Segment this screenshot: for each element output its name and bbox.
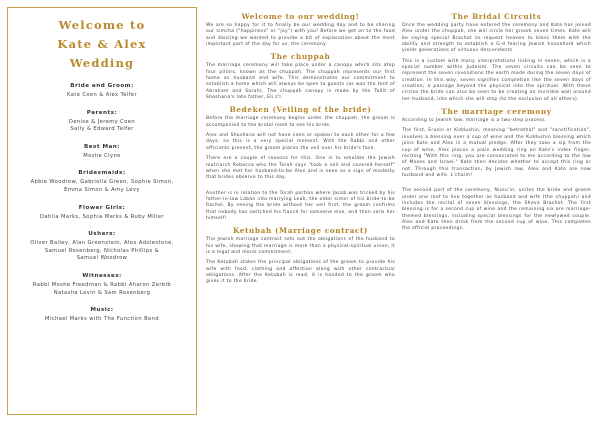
flower-girls-block: [14, 205, 190, 222]
cover-title-line: Welcome to: [58, 18, 146, 32]
ketubah-paragraph: The Ketubah states the principal obligations of the groom to provide his wife with food, clothing and affection along with other contractual obligations. After the Ketubah is read, it is handed to the groom who gives it to the bride.: [206, 260, 395, 285]
bedeken-heading: Bedeken (Veiling of the bride): [229, 105, 372, 115]
bedeken-paragraph: Before the marriage ceremony begins under the chuppah, the groom is accompanied to the bridal room to see his bride.: [206, 116, 395, 128]
ushers-block: [14, 231, 190, 263]
right-column: [402, 12, 591, 237]
best-man-block: [14, 144, 190, 161]
cover-line: Samuel Woodrow: [76, 255, 128, 262]
cover-line: Abbie Woodrow, Gabriella Green, Sophie Simon,: [30, 179, 174, 186]
cover-line: Dahlia Marks, Sophia Marks & Ruby Miller: [40, 213, 164, 220]
witnesses-block: [14, 273, 190, 297]
ceremony-paragraph: According to Jewish law, marriage is a two-step process.: [402, 118, 547, 124]
ceremony-paragraph: The first, Erusin or Kiddushin, meaning "betrothal" and "sanctification", involves a blessing over a cup of wine and the Kiddushin blessing which joins Kate and Alex in a mutual pledge. After they take a sip from the cup of wine, Alex places a plain wedding ring on Kate's index finger, reciting "With this ring, you are consecrated to me according to the law of Moses and Israel." Kate then decides whether to accept this ring or not. Through this transaction, by Jewish law, Alex and Kate are now husband and wife. L'chaim!: [402, 128, 591, 178]
cover-line: Natasha Levin & Sam Rosenberg: [53, 289, 151, 296]
cover-label: Parents:: [86, 109, 118, 116]
cover-label: Bridesmaids:: [78, 170, 126, 177]
music-block: [14, 307, 190, 324]
cover-label: Bride and Groom:: [70, 83, 134, 89]
cover-label: Flower Girls:: [78, 204, 126, 211]
circuits-heading: The Bridal Circuits: [451, 12, 542, 21]
chuppah-paragraph: The marriage ceremony will take place under a canopy which sits atop four pillars, known as the chuppah. The chuppah represents our first home as husband and wife. This demonstrates our commitment to establish a home which will always be open to guests (as was the tent of Abraham and Sarah). The chuppah canopy is made by the Tallit of Shoshana's late father, Eli z'l.: [206, 63, 395, 101]
welcome-paragraph: We are so happy for it to finally be our wedding day and to be sharing our simcha ("happiness" or "joy") with you! Before we get on to the food and dancing we wanted to provide a bit of explanation about the most important part of the day for us, the ceremony.: [206, 23, 395, 48]
cover-line: Oliver Bailey, Alan Greenstein, Alex Adolestone,: [30, 240, 174, 247]
bridesmaids-block: [14, 170, 190, 194]
cover-line: Rabbi Moshe Freedman & Rabbi Aharon Zerbib: [32, 281, 172, 288]
cover-line: Moshe Clyne: [83, 152, 121, 159]
ketubah-paragraph: The Jewish marriage contract sets out the obligations of the husband to his wife, showing that marriage is more than a physical-spiritual union; it is a legal and moral commitment.: [206, 237, 395, 255]
circuits-paragraph: Once the wedding party have entered the ceremony and Kate has joined Alex under the chuppah, she will circle her groom seven times. Kate will be saying special Brachot to request heaven to bless them with the ability and strength to establish a G-d fearing Jewish household which yields generations of virtuous descendents.: [402, 23, 591, 54]
bedeken-paragraph: There are a couple of reasons for this. One is to emulate the Jewish matriarch Rebecca who the Torah says "took a veil and covered herself" when she met her husband-to-be Alex and is seen as a sign of modesty that brides observe to this day.: [206, 156, 395, 181]
ceremony-heading: The marriage ceremony: [441, 107, 552, 117]
cover-title-line: Kate & Alex: [57, 37, 147, 51]
cover-panel: [7, 7, 197, 415]
cover-label: Witnesses:: [82, 272, 122, 279]
cover-line: Emma Simon & Amy Levy: [64, 186, 140, 193]
ketubah-heading: Ketubah (Marriage contract): [233, 226, 368, 236]
bride-groom-block: [14, 83, 190, 100]
circuits-paragraph: This is a custom with many interpretations linking in seven, which is a special number within Judaism. The seven circuits can be seen to represent the seven revolutions the earth made during the seven days of creation. In this way, seven signifies completion like the seven days of creation; a passage beyond the physical into the spiritual. With these circles the bride can also be seen to be creating an invisible wall around her husband, into which she will step (to the exclusion of all others).: [402, 58, 591, 102]
middle-column: [206, 12, 395, 290]
cover-label: Best Man:: [83, 143, 121, 150]
cover-line: Samuel Rosenberg, Nicholas Phillips &: [44, 247, 160, 254]
cover-title-line: Wedding: [69, 56, 135, 70]
chuppah-heading: The chuppah: [270, 52, 331, 62]
cover-title: [14, 16, 190, 73]
bedeken-paragraph: Alex and Shoshana will not have seen or spoken to each other for a few days, so this is a very special moment. With the Rabbi and other officiants present, the groom places the veil over his bride's face.: [206, 133, 395, 151]
cover-line: Kate Coen & Alex Telfer: [66, 92, 138, 98]
cover-line: Michael Marks with The Function Band: [44, 316, 160, 323]
bedeken-paragraph: Another is in relation to the Torah portion where Jacob was tricked by his father-in-law Laban into marrying Leah, the older sister of his bride-to-be Rachel. By seeing the bride without her veil first, the groom confirms that nobody has switched his fiancé for someone else, and then veils her himself!: [206, 190, 395, 221]
ceremony-paragraph: The second part of the ceremony, Nissu'in, unites the bride and groom under one roof to live together as husband and wife (the chuppah) and includes the recital of seven blessings, the Sheva Brachot. The first blessing is for a second cup of wine and the remaining six are marriage-themed blessings, including special blessings for the newlywed couple. Alex and Kate then drink from the second cup of wine. This completes the official proceedings.: [402, 188, 591, 232]
cover-line: Denise & Jeremy Coen: [68, 118, 136, 125]
parents-block: [14, 110, 190, 134]
welcome-heading: Welcome to our wedding!: [241, 12, 360, 21]
cover-line: Sally & Edward Telfer: [70, 126, 134, 133]
cover-label: Music:: [90, 307, 114, 314]
cover-label: Ushers:: [88, 231, 116, 238]
